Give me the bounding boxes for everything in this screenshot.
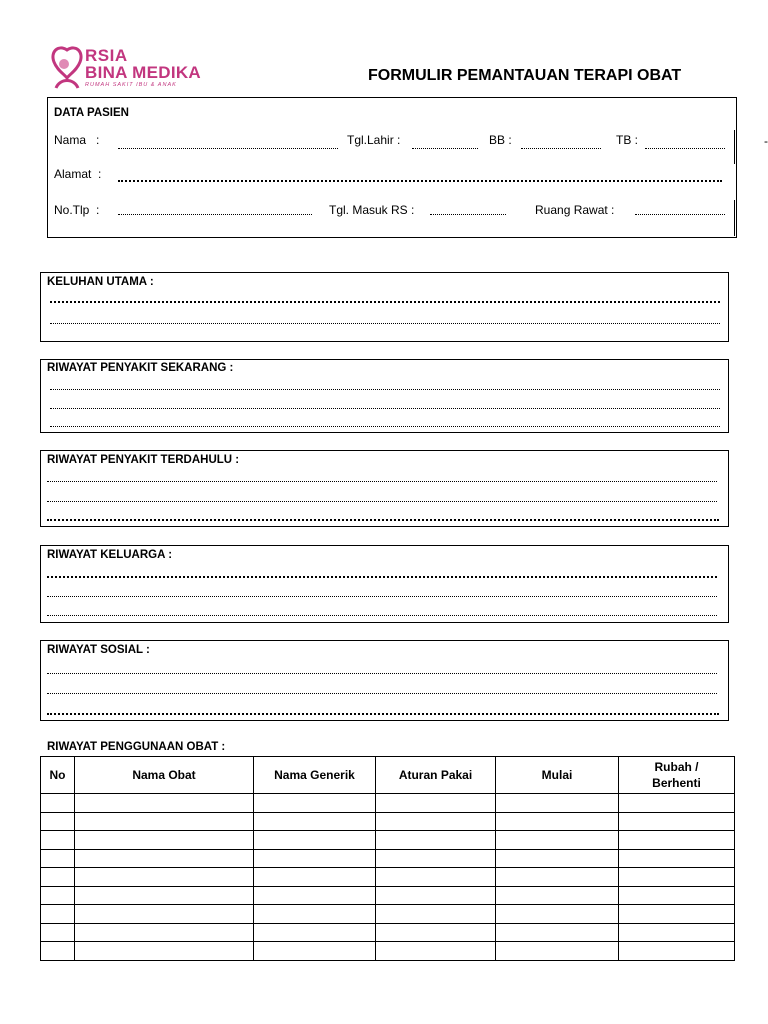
table-cell[interactable]: [619, 849, 735, 868]
edge-mark: -: [764, 134, 768, 148]
tgl-lahir-field[interactable]: [412, 148, 478, 149]
keluarga-line[interactable]: [47, 576, 717, 578]
table-cell[interactable]: [376, 923, 496, 942]
table-cell[interactable]: [496, 923, 619, 942]
keluhan-utama-heading: KELUHAN UTAMA :: [47, 276, 154, 288]
table-cell[interactable]: [496, 849, 619, 868]
table-row: [41, 812, 735, 831]
bb-field[interactable]: [521, 148, 601, 149]
table-row: [41, 942, 735, 961]
table-cell[interactable]: [254, 831, 376, 850]
table-cell[interactable]: [496, 812, 619, 831]
table-cell[interactable]: [376, 942, 496, 961]
table-cell[interactable]: [254, 794, 376, 813]
patient-data-heading: DATA PASIEN: [54, 107, 129, 119]
table-cell[interactable]: [496, 905, 619, 924]
column-header-aturan-pakai: Aturan Pakai: [376, 757, 496, 794]
table-cell[interactable]: [619, 868, 735, 887]
medication-table-body: [41, 794, 735, 961]
medication-table: [40, 756, 735, 961]
table-cell[interactable]: [75, 868, 254, 887]
nama-label: Nama :: [54, 133, 100, 147]
table-cell[interactable]: [254, 812, 376, 831]
riwayat-terdahulu-heading: RIWAYAT PENYAKIT TERDAHULU :: [47, 454, 240, 466]
table-cell[interactable]: [254, 886, 376, 905]
table-cell[interactable]: [75, 923, 254, 942]
table-cell[interactable]: [75, 849, 254, 868]
alamat-field[interactable]: [118, 180, 722, 182]
table-row: [41, 905, 735, 924]
table-cell[interactable]: [41, 868, 75, 887]
no-tlp-field[interactable]: [118, 214, 312, 215]
column-header-mulai: Mulai: [496, 757, 619, 794]
divider: [734, 200, 735, 236]
table-cell[interactable]: [254, 923, 376, 942]
table-cell[interactable]: [619, 905, 735, 924]
keluhan-line[interactable]: [50, 301, 720, 303]
column-header-nama-generik: Nama Generik: [254, 757, 376, 794]
sosial-line[interactable]: [47, 673, 717, 674]
form-title: FORMULIR PEMANTAUAN TERAPI OBAT: [368, 67, 682, 84]
table-cell[interactable]: [254, 905, 376, 924]
table-cell[interactable]: [376, 886, 496, 905]
logo-text-line1: RSIA: [85, 46, 128, 65]
table-cell[interactable]: [41, 831, 75, 850]
table-cell[interactable]: [619, 794, 735, 813]
table-cell[interactable]: [496, 942, 619, 961]
table-cell[interactable]: [376, 868, 496, 887]
riwayat-obat-heading: RIWAYAT PENGGUNAAN OBAT :: [47, 741, 226, 753]
table-cell[interactable]: [75, 831, 254, 850]
table-cell[interactable]: [41, 812, 75, 831]
riwayat-keluarga-heading: RIWAYAT KELUARGA :: [47, 549, 173, 561]
no-tlp-label: No.Tlp :: [54, 203, 100, 217]
table-cell[interactable]: [376, 812, 496, 831]
sosial-line[interactable]: [47, 713, 719, 715]
tb-field[interactable]: [645, 148, 725, 149]
table-cell[interactable]: [376, 849, 496, 868]
table-cell[interactable]: [254, 942, 376, 961]
table-cell[interactable]: [496, 794, 619, 813]
mother-child-logo-icon: [50, 44, 84, 94]
tgl-masuk-field[interactable]: [430, 214, 506, 215]
tb-label: TB :: [616, 133, 639, 147]
table-cell[interactable]: [619, 812, 735, 831]
table-cell[interactable]: [41, 942, 75, 961]
terdahulu-line[interactable]: [47, 501, 717, 502]
nama-field[interactable]: [118, 148, 338, 149]
terdahulu-line[interactable]: [47, 481, 717, 482]
table-row: [41, 868, 735, 887]
table-cell[interactable]: [619, 886, 735, 905]
tgl-lahir-label: Tgl.Lahir :: [347, 133, 401, 147]
table-cell[interactable]: [75, 886, 254, 905]
column-header-no: No: [41, 757, 75, 794]
table-cell[interactable]: [619, 831, 735, 850]
table-row: [41, 886, 735, 905]
table-row: [41, 849, 735, 868]
table-cell[interactable]: [41, 923, 75, 942]
table-cell[interactable]: [41, 886, 75, 905]
table-cell[interactable]: [75, 812, 254, 831]
ruang-rawat-field[interactable]: [635, 214, 725, 215]
table-header-row: [41, 757, 735, 794]
table-cell[interactable]: [619, 923, 735, 942]
table-cell[interactable]: [41, 905, 75, 924]
keluarga-line[interactable]: [47, 596, 717, 597]
table-row: [41, 923, 735, 942]
table-row: [41, 831, 735, 850]
table-cell[interactable]: [496, 831, 619, 850]
riwayat-sekarang-heading: RIWAYAT PENYAKIT SEKARANG :: [47, 362, 234, 374]
table-cell[interactable]: [41, 849, 75, 868]
keluarga-line[interactable]: [47, 615, 717, 616]
logo-text-line2: BINA MEDIKA: [85, 63, 201, 82]
table-cell[interactable]: [496, 886, 619, 905]
sosial-line[interactable]: [47, 693, 717, 694]
tgl-masuk-label: Tgl. Masuk RS :: [329, 203, 415, 217]
table-cell[interactable]: [619, 942, 735, 961]
table-cell[interactable]: [254, 849, 376, 868]
bb-label: BB :: [489, 133, 512, 147]
divider: [734, 130, 735, 164]
table-row: [41, 794, 735, 813]
ruang-rawat-label: Ruang Rawat :: [535, 203, 615, 217]
table-cell[interactable]: [376, 905, 496, 924]
table-cell[interactable]: [75, 942, 254, 961]
sekarang-line[interactable]: [50, 408, 720, 409]
table-cell[interactable]: [376, 831, 496, 850]
table-cell[interactable]: [254, 868, 376, 887]
table-cell[interactable]: [75, 794, 254, 813]
sekarang-line[interactable]: [50, 389, 720, 390]
keluhan-line[interactable]: [50, 323, 720, 324]
hospital-logo: [50, 44, 210, 96]
column-header-nama-obat: Nama Obat: [75, 757, 254, 794]
table-cell[interactable]: [41, 794, 75, 813]
logo-tagline: RUMAH SAKIT IBU & ANAK: [85, 82, 177, 88]
riwayat-sosial-heading: RIWAYAT SOSIAL :: [47, 644, 150, 656]
terdahulu-line[interactable]: [47, 519, 719, 521]
alamat-label: Alamat :: [54, 167, 102, 181]
column-header-rubah-berhenti: Rubah / Berhenti: [619, 757, 735, 794]
table-cell[interactable]: [75, 905, 254, 924]
table-cell[interactable]: [376, 794, 496, 813]
sekarang-line[interactable]: [50, 426, 720, 427]
table-cell[interactable]: [496, 868, 619, 887]
